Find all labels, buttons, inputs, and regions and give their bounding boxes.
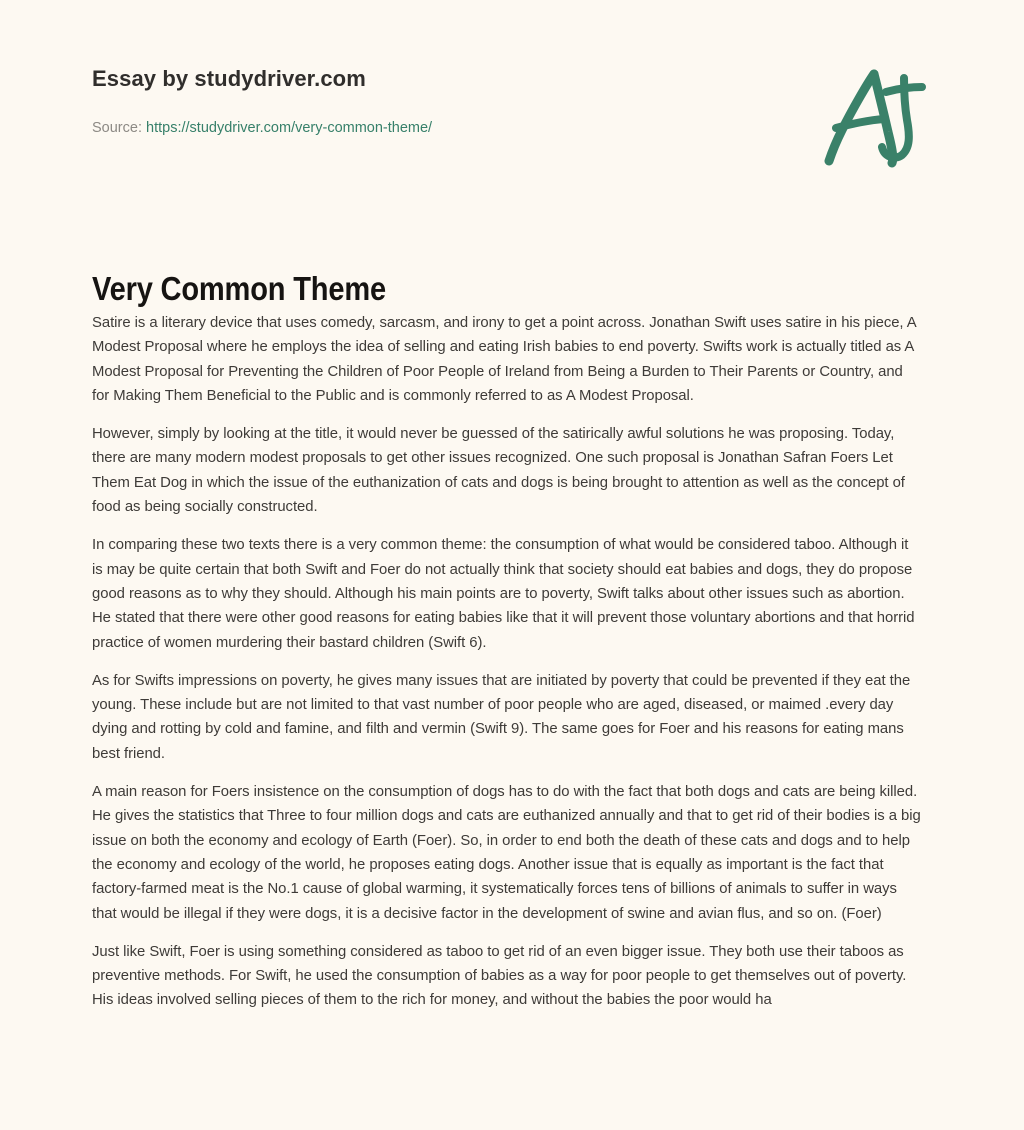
essay-body (92, 311, 934, 1013)
brand-title: Essay by studydriver.com (92, 66, 366, 91)
paragraph: As for Swifts impressions on poverty, he gives many issues that are initiated by poverty that could be prevented if they eat the young. These include but are not limited to that vast number of poor people who are aged, diseased, or maimed .every day dying and rotting by cold and famine, and filth and vermin (Swift 9). The same goes for Foer and his reasons for eating mans best friend. (92, 671, 911, 762)
paragraph: Just like Swift, Foer is using something considered as taboo to get rid of an even bigger issue. They both use their taboos as preventive methods. For Swift, he used the consumption of babies as a way for poor people to get themselves out of poverty. His ideas involved selling pieces of them to the rich for money, and without the babies the poor would ha (92, 942, 907, 1009)
a-plus-logo-icon (812, 62, 930, 174)
page-title: Very Common Theme (92, 270, 386, 308)
page-header (0, 0, 1024, 185)
source-url-link[interactable]: https://studydriver.com/very-common-theme/ (146, 120, 433, 136)
paragraph: A main reason for Foers insistence on the consumption of dogs has to do with the fact that both dogs and cats are being killed. He gives the statistics that Three to four million dogs and cats are euthanized annually and that to get rid of their bodies is a big issue on both the economy and ecology of Earth (Foer). So, in order to end both the death of these cats and dogs and to help the economy and ecology of the world, he proposes eating dogs. Another issue that is equally as important is the fact that factory-farmed meat is the No.1 cause of global warming, it systematically forces tens of billions of animals to suffer in ways that would be illegal if they were dogs, it is a decisive factor in the development of swine and avian flus, and so on. (Foer) (92, 783, 921, 922)
a-plus-logo-svg (812, 62, 930, 174)
paragraph: However, simply by looking at the title, it would never be guessed of the satirically awful solutions he was proposing. Today, there are many modern modest proposals to get other issues recognized. One such proposal is Jonathan Safran Foers Let Them Eat Dog in which the issue of the euthanization of cats and dogs is being brought to attention as well as the concept of food as being socially constructed. (92, 425, 905, 516)
source-line (92, 119, 432, 137)
paragraph: Satire is a literary device that uses comedy, sarcasm, and irony to get a point across. Jonathan Swift uses satire in his piece, A Modest Proposal where he employs the idea of selling and eating Irish babies to end poverty. Swifts work is actually titled as A Modest Proposal for Preventing the Children of Poor People of Ireland from Being a Burden to Their Parents or Country, and for Making Them Beneficial to the Public and is commonly referred to as A Modest Proposal. (92, 314, 916, 404)
paragraph: In comparing these two texts there is a very common theme: the consumption of what would be considered taboo. Although it is may be quite certain that both Swift and Foer do not actually think that society should eat babies and dogs, they do propose good reasons as to why they should. Although his main points are to poverty, Swift talks about other issues such as abortion. He stated that there were other good reasons for eating babies like that it will prevent those voluntary abortions and that horrid practice of women murdering their bastard children (Swift 6). (92, 536, 915, 651)
source-label: Source: (92, 120, 142, 136)
